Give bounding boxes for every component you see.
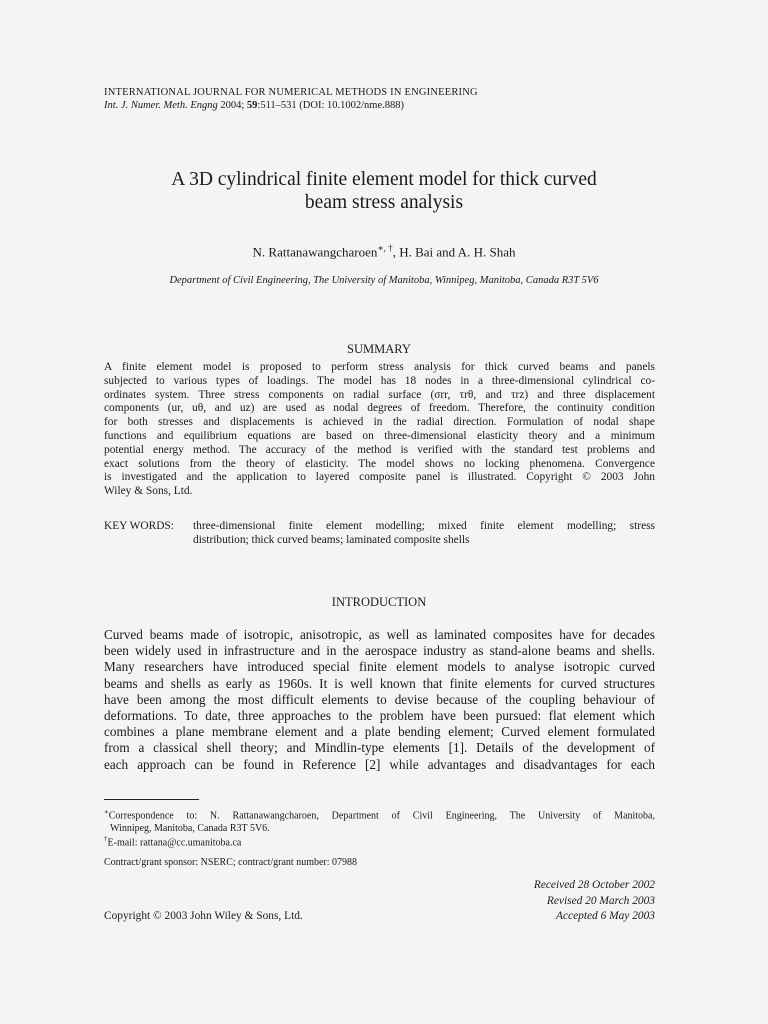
abstract-line: A finite element model is proposed to perform stress analysis for thick curved beams and panels <box>104 361 655 373</box>
contract-sponsor: Contract/grant sponsor: NSERC; contract/grant number: 07988 <box>104 857 358 868</box>
author-rest: , H. Bai and A. H. Shah <box>392 244 516 260</box>
abstract-line: components (ur, uθ, and uz) are used as nodal degrees of freedom. Therefore, the continuity condition <box>104 402 655 415</box>
keywords-text <box>193 520 655 548</box>
intro-line: from a classical shell theory; and Mindlin-type elements [1]. Details of the development of <box>104 740 655 756</box>
citation-volume: 59 <box>246 100 258 111</box>
introduction-heading: INTRODUCTION <box>331 595 427 609</box>
introduction-body <box>104 627 655 773</box>
abstract-line: is investigated and the application to layered composite panel is illustrated. Copyright © 2003 John <box>104 471 655 484</box>
footnote-email <box>104 833 655 850</box>
citation-pages: :511–531 (DOI: 10.1002/nme.888) <box>257 100 405 111</box>
abstract-line: for both stresses and displacements is achieved in the radial direction. Formulation of nodal shape <box>104 416 655 429</box>
intro-line: combines a plane membrane element and a plate bending element; Curved element formulated <box>104 724 655 740</box>
citation-journal: Int. J. Numer. Meth. Engng <box>104 100 218 111</box>
footnote-correspondence <box>104 806 655 835</box>
copyright-footer: Copyright © 2003 John Wiley & Sons, Ltd. <box>104 910 303 922</box>
submission-dates <box>430 878 655 925</box>
authors <box>104 243 664 260</box>
abstract-line: functions and equilibrium equations are based on three-dimensional elasticity theory and a minimum <box>104 429 655 442</box>
intro-line: deformations. To date, three approaches to the problem have been pursued: flat element which <box>104 707 655 723</box>
date-received: Received 28 October 2002 <box>533 879 655 891</box>
journal-name: INTERNATIONAL JOURNAL FOR NUMERICAL METHODS IN ENGINEERING <box>104 87 478 98</box>
keywords-label: KEY WORDS: <box>104 520 174 532</box>
footnote-divider <box>104 799 199 800</box>
intro-line: been widely used in infrastructure and in the aerospace industry as stand-alone beams and shells. <box>104 643 655 659</box>
title-line: beam stress analysis <box>304 192 464 213</box>
keywords-line: three-dimensional finite element modelling; mixed finite element modelling; stress <box>193 520 655 532</box>
intro-line: beams and shells as early as 1960s. It is well known that finite elements for curved structures <box>104 675 655 691</box>
title-line: A 3D cylindrical finite element model for thick curved <box>171 169 597 190</box>
footnote-line <box>104 806 655 823</box>
intro-line: each approach can be found in Reference [2] while advantages and disadvantages for each <box>104 756 655 772</box>
paper-title <box>104 168 664 214</box>
footnote-mark: † <box>104 835 108 843</box>
citation-year: 2004; <box>217 100 247 111</box>
abstract-line: potential energy method. The accuracy of the method is verified with the standard test problems and <box>104 443 655 456</box>
summary-abstract <box>104 361 655 499</box>
email-text: E-mail: rattana@cc.umanitoba.ca <box>107 837 242 849</box>
abstract-line: ordinates system. Three stress components on radial surface (σrr, τrθ, and τrz) and three displacement <box>104 388 655 401</box>
footnote-line: Winnipeg, Manitoba, Canada R3T 5V6. <box>110 822 270 834</box>
abstract-line: exact solutions from the theory of elasticity. The model shows no locking phenomena. Convergence <box>104 457 655 470</box>
abstract-line: Wiley & Sons, Ltd. <box>104 485 193 498</box>
date-accepted: Accepted 6 May 2003 <box>556 910 655 922</box>
journal-citation <box>104 100 404 111</box>
summary-heading: SUMMARY <box>347 342 411 356</box>
abstract-line: subjected to various types of loadings. The model has 18 nodes in a three-dimensional cylindrical co- <box>104 374 655 387</box>
intro-line: Curved beams made of isotropic, anisotropic, as well as laminated composites have for decades <box>104 627 655 642</box>
date-revised: Revised 20 March 2003 <box>546 894 655 907</box>
author-main: N. Rattanawangcharoen <box>252 244 378 260</box>
intro-line: Many researchers have introduced special finite element models to analyse isotropic curved <box>104 659 655 675</box>
author-footnote-marks: ∗, † <box>377 243 393 253</box>
footnote-mark: ∗ <box>104 808 109 816</box>
affiliation: Department of Civil Engineering, The University of Manitoba, Winnipeg, Manitoba, Canada R3T 5V6 <box>169 275 599 286</box>
intro-line: have been among the most difficult elements to devise because of the coupling behaviour of <box>104 691 655 707</box>
keywords-line: distribution; thick curved beams; laminated composite shells <box>193 533 470 546</box>
footnote-text: Correspondence to: N. Rattanawangcharoen, Department of Civil Engineering, The University of Manitoba, <box>108 810 655 822</box>
